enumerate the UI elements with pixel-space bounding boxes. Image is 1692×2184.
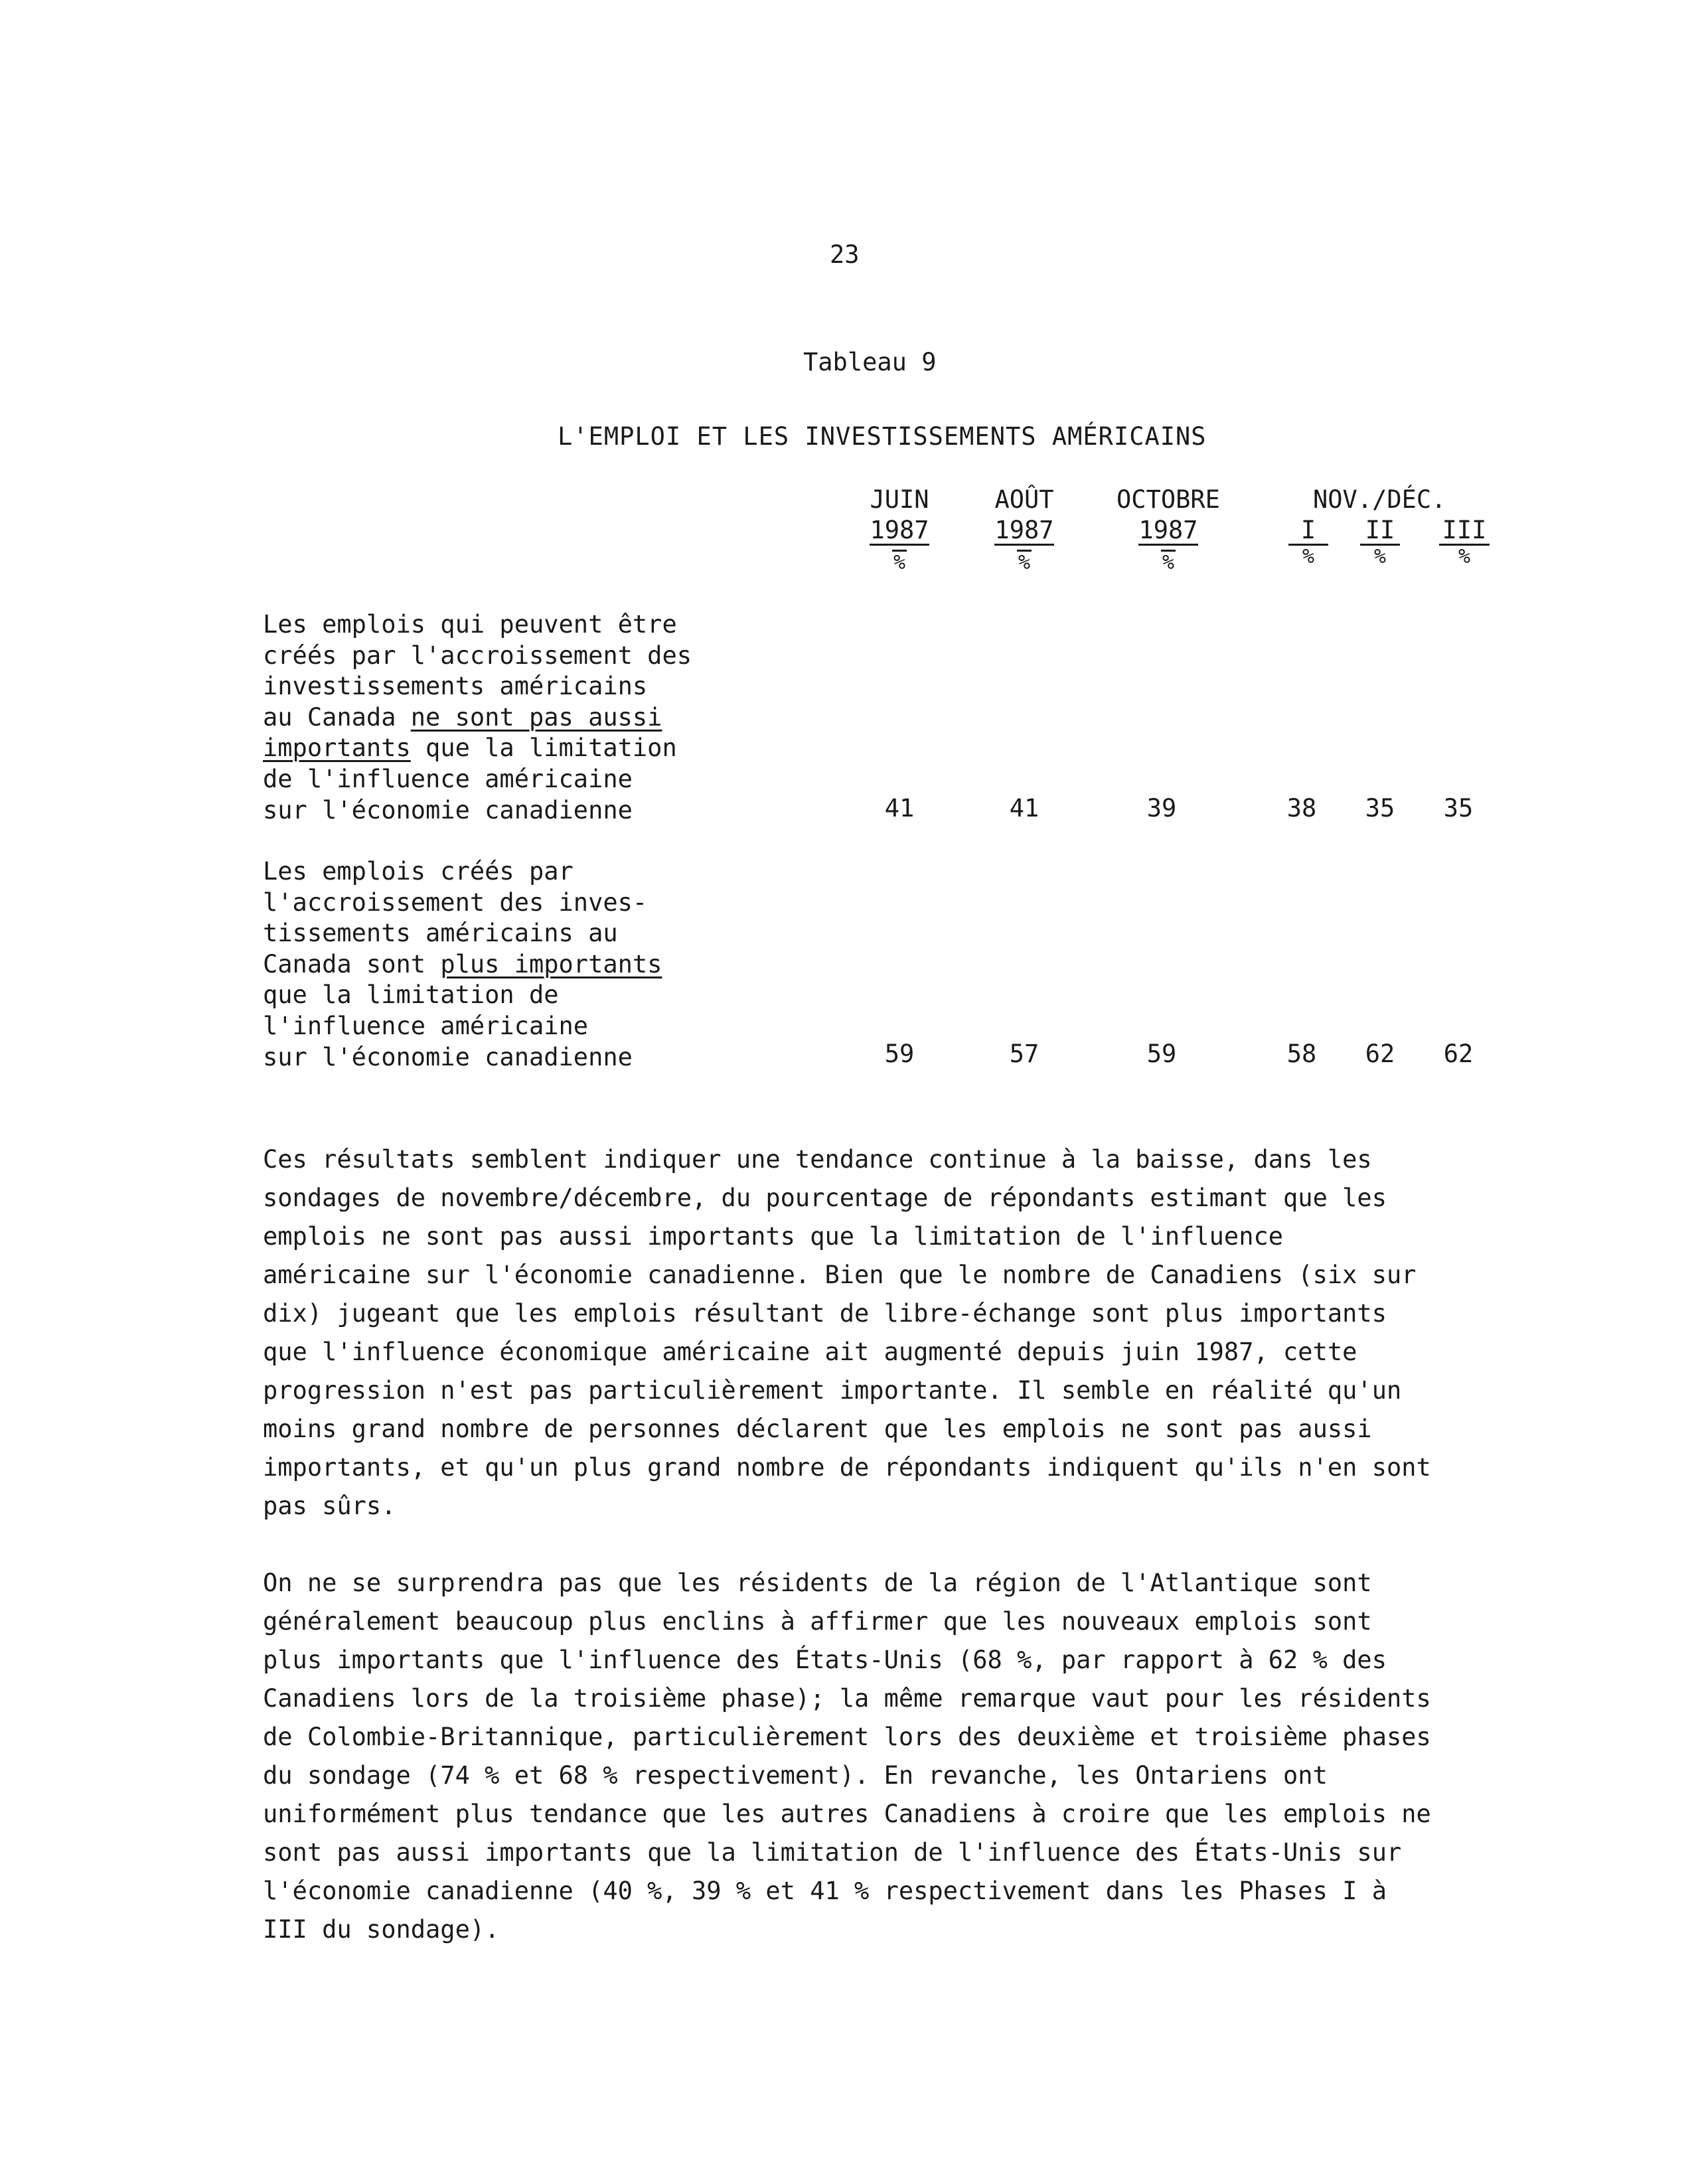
table-cell: 62 [1443, 1040, 1474, 1068]
page-number: 23 [830, 240, 860, 269]
table-cell: 38 [1286, 794, 1317, 822]
table-cell: 62 [1365, 1040, 1395, 1068]
table-cell: 35 [1443, 794, 1474, 822]
table-heading: L'EMPLOI ET LES INVESTISSEMENTS AMÉRICAINS [558, 422, 1207, 451]
subheader-phase-3: III % [1439, 517, 1490, 568]
table-cell: 39 [1146, 794, 1177, 822]
subheader-phase-1: I % [1288, 517, 1328, 568]
table-title: Tableau 9 [803, 348, 937, 376]
table-cell: 35 [1365, 794, 1395, 822]
table-cell: 58 [1286, 1040, 1317, 1068]
column-header-octobre: OCTOBRE 1987 % [1116, 485, 1220, 574]
column-header-aout: AOÛT 1987 % [994, 485, 1054, 574]
subheader-phase-2: II % [1360, 517, 1400, 568]
table-row-label: Les emplois créés par l'accroissement des inves- tissements américains au Canada sont plus importants que la limitation de l'influence américaine sur l'économie canadienne [263, 857, 662, 1071]
body-paragraph-1: Ces résultats semblent indiquer une tendance continue à la baisse, dans les sondages de novembre/décembre, du pourcentage de répondants estimant que les emplois ne sont pas aussi importants que la limitation de l'influence américaine sur l'économie canadienne. Bien que le nombre de Canadiens (six sur dix) jugeant que les emplois résultant de libre-échange sont plus importants que l'influence économique américaine ait augmenté depuis juin 1987, cette progression n'est pas particulièrement importante. Il semble en réalité qu'un moins grand nombre de personnes déclarent que les emplois ne sont pas aussi importants, et qu'un plus grand nombre de répondants indiquent qu'ils n'en sont pas sûrs. [263, 1145, 1431, 1520]
column-group-nov-dec: NOV./DÉC. [1313, 485, 1446, 514]
column-header-juin: JUIN 1987 % [870, 485, 929, 574]
table-cell: 41 [884, 794, 915, 822]
body-paragraph-2: On ne se surprendra pas que les résidents de la région de l'Atlantique sont généralement beaucoup plus enclins à affirmer que les nouveaux emplois sont plus importants que l'influence des États-Unis (68 %, par rapport à 62 % des Canadiens lors de la troisième phase); la même remarque vaut pour les résidents de Colombie-Britannique, particulièrement lors des deuxième et troisième phases du sondage (74 % et 68 % respectivement). En revanche, les Ontariens ont uniformément plus tendance que les autres Canadiens à croire que les emplois ne sont pas aussi importants que la limitation de l'influence des États-Unis sur l'économie canadienne (40 %, 39 % et 41 % respectivement dans les Phases I à III du sondage). [263, 1569, 1431, 1944]
table-row-label: Les emplois qui peuvent être créés par l'accroissement des investissements américains au Canada ne sont pas aussi importants que la limitation de l'influence américaine sur l'économie canadienne [263, 610, 692, 824]
table-cell: 41 [1009, 794, 1039, 822]
table-cell: 59 [1146, 1040, 1177, 1068]
table-cell: 59 [884, 1040, 915, 1068]
table-cell: 57 [1009, 1040, 1039, 1068]
